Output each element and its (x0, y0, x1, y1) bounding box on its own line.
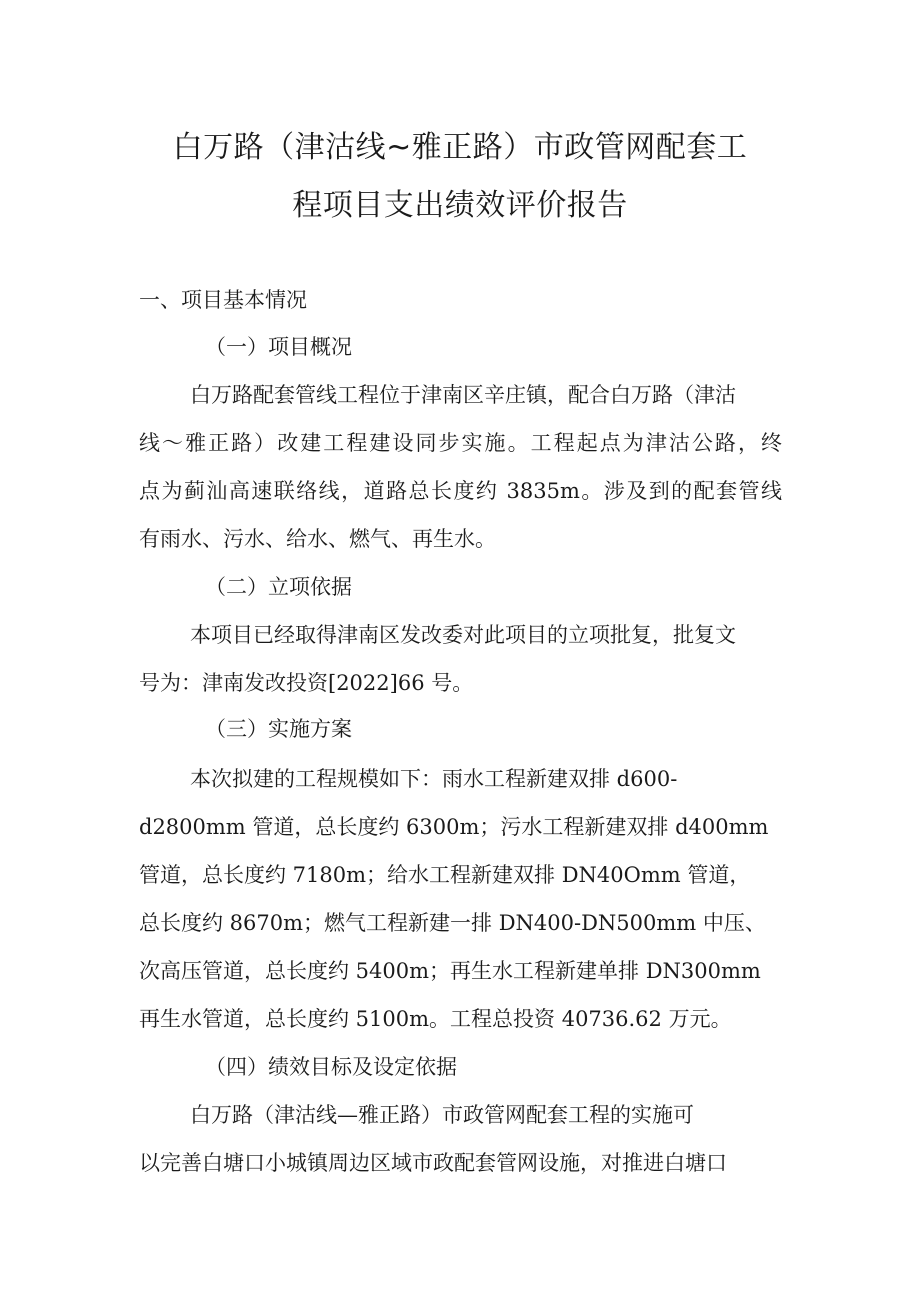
document-title-line-2: 程项目支出绩效评价报告 (292, 188, 628, 223)
subsection-heading-overview: （一）项目概况 (205, 335, 352, 359)
paragraph-line: 总长度约 8670m；燃气工程新建一排 DN400-DN500mm 中压、 (139, 911, 766, 935)
subsection-heading-goals: （四）绩效目标及设定依据 (205, 1055, 457, 1079)
paragraph-line: 号为：津南发改投资[2022]66 号。 (139, 671, 474, 695)
subsection-heading-plan: （三）实施方案 (205, 717, 352, 741)
paragraph-line: 管道，总长度约 7180m；给水工程新建双排 DN40Omm 管道， (139, 863, 751, 887)
subsection-heading-basis: （二）立项依据 (205, 575, 352, 599)
paragraph-line: 点为蓟汕高速联络线，道路总长度约 3835m。涉及到的配套管线 (139, 479, 782, 503)
paragraph-line: 有雨水、污水、给水、燃气、再生水。 (139, 527, 496, 551)
paragraph-line: 白万路（津沽线—雅正路）市政管网配套工程的实施可 (190, 1103, 694, 1127)
paragraph-line: d2800mm 管道，总长度约 6300m；污水工程新建双排 d400mm (139, 815, 769, 839)
paragraph-line: 白万路配套管线工程位于津南区辛庄镇，配合白万路（津沽 (190, 383, 736, 407)
document-title-line-1: 白万路（津沽线~雅正路）市政管网配套工 (172, 130, 748, 165)
paragraph-line: 再生水管道，总长度约 5100m。工程总投资 40736.62 万元。 (139, 1007, 732, 1031)
section-heading-basic-info: 一、项目基本情况 (139, 288, 307, 312)
paragraph-line: 次高压管道，总长度约 5400m；再生水工程新建单排 DN300mm (139, 959, 761, 983)
paragraph-line: 本项目已经取得津南区发改委对此项目的立项批复，批复文 (190, 623, 736, 647)
paragraph-line: 线～雅正路）改建工程建设同步实施。工程起点为津沽公路，终 (139, 431, 782, 455)
paragraph-line: 以完善白塘口小城镇周边区域市政配套管网设施，对推进白塘口 (139, 1151, 727, 1175)
paragraph-line: 本次拟建的工程规模如下：雨水工程新建双排 d600- (190, 767, 678, 791)
